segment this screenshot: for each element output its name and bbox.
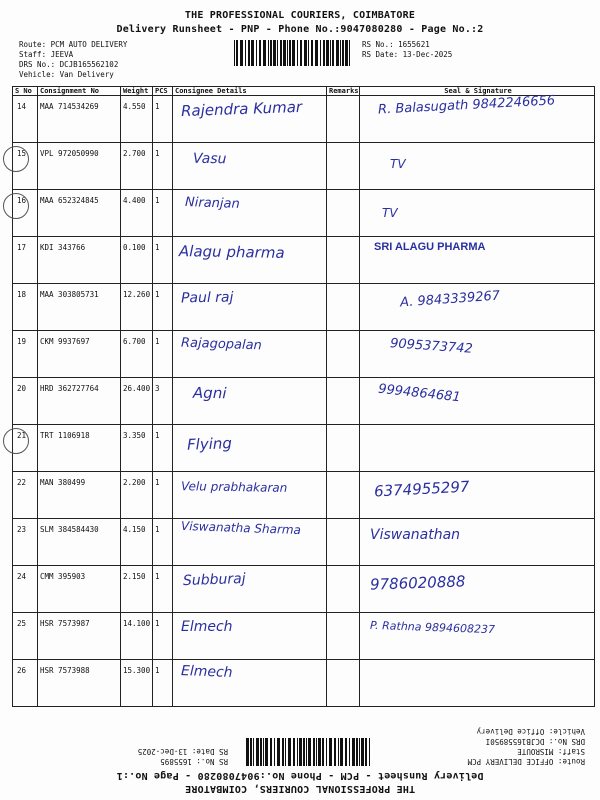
serial-number: 16 — [17, 196, 27, 205]
cell-consignee — [173, 190, 327, 237]
consignee-handwriting: Flying — [186, 434, 233, 454]
consignee-handwriting: Subburaj — [182, 570, 246, 590]
barcode-bar — [349, 738, 350, 766]
barcode-bar — [306, 738, 307, 766]
serial-number: 15 — [17, 149, 27, 158]
cell-consignment: CMM 395903 — [38, 566, 121, 613]
footer-drs: DRS No.: DCJB16558950I — [485, 737, 585, 746]
cell-remarks — [327, 190, 360, 237]
cell-remarks — [327, 96, 360, 143]
col-consignee: Consignee Details — [173, 87, 327, 96]
cell-weight: 2.200 — [121, 472, 153, 519]
cell-consignment: MAA 652324845 — [38, 190, 121, 237]
cell-signature — [360, 425, 595, 472]
barcode-bar — [345, 40, 348, 66]
barcode-bar — [318, 738, 321, 766]
signature-handwriting: SRI ALAGU PHARMA — [374, 241, 486, 253]
barcode-bar — [282, 738, 284, 766]
barcode-bar — [326, 40, 329, 66]
barcode-bar — [287, 40, 288, 66]
footer-subtitle: Delivery Runsheet - PCM - Phone No.:9047080280 - Page No.:1 — [116, 770, 484, 781]
barcode-bar — [313, 738, 315, 766]
table-header-row — [13, 87, 595, 96]
barcode-bar — [253, 738, 254, 766]
cell-sno — [13, 378, 38, 425]
barcode-bar — [268, 40, 269, 66]
barcode-bar — [359, 738, 360, 766]
barcode-bar — [336, 40, 339, 66]
rs-date: RS Date: 13-Dec-2025 — [362, 50, 453, 59]
cell-remarks — [327, 472, 360, 519]
cell-remarks — [327, 378, 360, 425]
cell-signature — [360, 237, 595, 284]
cell-weight: 0.100 — [121, 237, 153, 284]
barcode-image — [232, 40, 354, 66]
cell-consignee — [173, 143, 327, 190]
cell-weight: 2.150 — [121, 566, 153, 613]
vehicle-label: Vehicle: Van Delivery — [19, 70, 114, 79]
barcode-bar — [283, 40, 286, 66]
barcode-bar — [259, 40, 261, 66]
barcode-bar — [263, 738, 264, 766]
barcode-bar — [277, 40, 278, 66]
col-sno: S No — [13, 87, 38, 96]
cell-pcs: 1 — [153, 613, 173, 660]
cell-pcs: 1 — [153, 519, 173, 566]
runsheet-meta — [19, 40, 127, 80]
barcode-bar — [338, 738, 339, 766]
barcode-bar — [329, 738, 332, 766]
cell-signature — [360, 331, 595, 378]
footer-vehicle: Vehicle: Office Delivery — [476, 727, 585, 736]
barcode-bar — [234, 40, 235, 66]
barcode-bar — [297, 738, 298, 766]
barcode-bar — [334, 738, 336, 766]
circle-mark-icon — [3, 193, 29, 219]
table-row — [13, 143, 595, 190]
cell-consignment: HSR 7573987 — [38, 613, 121, 660]
barcode-bar — [308, 738, 311, 766]
barcode-bar — [322, 738, 324, 766]
barcode-bar — [369, 738, 370, 766]
barcode-bar — [245, 40, 246, 66]
col-consignment: Consignment No — [38, 87, 121, 96]
barcode-bar — [280, 40, 282, 66]
footer-rs-number: RS No.: 1655895 — [160, 757, 228, 766]
cell-signature — [360, 143, 595, 190]
footer-meta — [468, 726, 585, 766]
cell-weight: 4.550 — [121, 96, 153, 143]
barcode-bar — [300, 40, 302, 66]
consignee-handwriting: Viswanatha Sharma — [180, 518, 302, 538]
consignee-handwriting: Niranjan — [184, 195, 240, 212]
table-row — [13, 425, 595, 472]
cell-consignment: CKM 9937697 — [38, 331, 121, 378]
barcode-bar — [352, 738, 355, 766]
barcode-bar — [293, 738, 295, 766]
barcode-bar — [288, 738, 291, 766]
signature-handwriting: R. Balasugath 9842246656 — [377, 93, 556, 118]
consignee-handwriting: Rajagopalan — [180, 335, 263, 354]
serial-number: 25 — [17, 619, 27, 628]
barcode-bar — [289, 40, 291, 66]
cell-consignee — [173, 566, 327, 613]
consignee-handwriting: Alagu pharma — [178, 242, 285, 262]
consignee-handwriting: Rajendra Kumar — [180, 97, 303, 121]
barcode-bar — [297, 40, 298, 66]
table-row — [13, 566, 595, 613]
signature-handwriting: P. Rathna 9894608237 — [369, 618, 496, 637]
signature-handwriting: 9095373742 — [389, 336, 474, 357]
barcode-bar — [299, 738, 302, 766]
cell-pcs: 1 — [153, 96, 173, 143]
cell-remarks — [327, 331, 360, 378]
barcode-bar — [270, 738, 272, 766]
cell-signature — [360, 519, 595, 566]
table-row — [13, 613, 595, 660]
serial-number: 18 — [17, 290, 27, 299]
cell-weight: 6.700 — [121, 331, 153, 378]
cell-sno — [13, 190, 38, 237]
signature-handwriting: TV — [382, 206, 398, 220]
footer-route: Route: OFFICE DELIVERY PCM — [467, 757, 585, 766]
runsheet-subtitle: Delivery Runsheet - PNP - Phone No.:9047080280 - Page No.:2 — [116, 24, 484, 35]
barcode-bar — [240, 40, 243, 66]
footer-barcode-image — [242, 738, 372, 766]
cell-weight: 12.260 — [121, 284, 153, 331]
cell-pcs: 1 — [153, 566, 173, 613]
delivery-table — [12, 86, 595, 707]
barcode-bar — [251, 40, 254, 66]
barcode-bar — [326, 738, 327, 766]
barcode-bar — [303, 738, 305, 766]
barcode-bar — [256, 40, 257, 66]
cell-consignment: MAN 380499 — [38, 472, 121, 519]
barcode-bar — [323, 40, 325, 66]
col-signature: Seal & Signature — [360, 87, 595, 96]
barcode-bar — [292, 40, 295, 66]
cell-sno — [13, 96, 38, 143]
cell-remarks — [327, 425, 360, 472]
barcode-bar — [274, 738, 275, 766]
cell-consignee — [173, 237, 327, 284]
barcode-bar — [320, 40, 321, 66]
footer-company-title: THE PROFESSIONAL COURIERS, COIMBATORE — [184, 783, 416, 794]
cell-signature — [360, 472, 595, 519]
cell-sno — [13, 331, 38, 378]
cell-weight: 14.100 — [121, 613, 153, 660]
cell-consignee — [173, 378, 327, 425]
cell-sno — [13, 284, 38, 331]
cell-weight: 4.150 — [121, 519, 153, 566]
cell-signature — [360, 566, 595, 613]
barcode-bar — [342, 40, 344, 66]
rs-number: RS No.: 1655621 — [362, 40, 430, 49]
consignee-handwriting: Elmech — [181, 619, 233, 635]
cell-signature — [360, 93, 595, 143]
cell-weight: 4.400 — [121, 190, 153, 237]
cell-remarks — [327, 237, 360, 284]
cell-sno — [13, 237, 38, 284]
cell-pcs: 1 — [153, 472, 173, 519]
cell-sno — [13, 566, 38, 613]
cell-sno — [13, 472, 38, 519]
table-row — [13, 378, 595, 425]
cell-consignment: VPL 972050990 — [38, 143, 121, 190]
cell-signature — [360, 190, 595, 237]
barcode-bar — [285, 738, 286, 766]
cell-consignment: TRT 1106918 — [38, 425, 121, 472]
consignee-handwriting: Paul raj — [180, 289, 234, 307]
barcode-bar — [332, 40, 334, 66]
barcode-bar — [311, 40, 313, 66]
cell-sno — [13, 425, 38, 472]
barcode-bar — [270, 40, 272, 66]
barcode-bar — [345, 738, 347, 766]
serial-number: 23 — [17, 525, 27, 534]
cell-signature — [360, 613, 595, 660]
cell-consignment: KDI 343766 — [38, 237, 121, 284]
footer-staff: Staff: MISROUTE — [517, 747, 585, 756]
barcode-bar — [236, 40, 238, 66]
mirrored-footer — [0, 700, 600, 800]
cell-weight: 3.350 — [121, 425, 153, 472]
table-row — [13, 472, 595, 519]
table-row — [13, 519, 595, 566]
cell-consignee — [173, 472, 327, 519]
cell-pcs: 1 — [153, 237, 173, 284]
cell-remarks — [327, 284, 360, 331]
cell-consignment: MAA 714534269 — [38, 96, 121, 143]
barcode-bar — [263, 40, 266, 66]
cell-pcs: 1 — [153, 190, 173, 237]
serial-number: 21 — [17, 431, 27, 440]
cell-pcs: 3 — [153, 378, 173, 425]
serial-number: 17 — [17, 243, 27, 252]
cell-consignment: SLM 384584430 — [38, 519, 121, 566]
cell-pcs: 1 — [153, 284, 173, 331]
barcode-bar — [316, 738, 317, 766]
rs-meta — [362, 40, 452, 60]
table-row — [13, 331, 595, 378]
barcode-bar — [273, 40, 276, 66]
signature-handwriting: A. 9843339267 — [399, 288, 501, 311]
cell-weight: 2.700 — [121, 143, 153, 190]
serial-number: 19 — [17, 337, 27, 346]
drs-label: DRS No.: DCJB165562102 — [19, 60, 119, 69]
footer-rs-date: RS Date: 13-Dec-2025 — [137, 747, 228, 756]
cell-remarks — [327, 519, 360, 566]
cell-signature — [360, 378, 595, 425]
col-weight: Weight — [121, 87, 153, 96]
signature-handwriting: Viswanathan — [370, 527, 461, 543]
barcode-bar — [330, 40, 331, 66]
barcode-bar — [248, 40, 250, 66]
cell-consignee — [173, 96, 327, 143]
circle-mark-icon — [3, 146, 29, 172]
cell-consignment: HRD 362727764 — [38, 378, 121, 425]
staff-label: Staff: JEEVA — [19, 50, 74, 59]
consignee-handwriting: Elmech — [180, 663, 233, 681]
consignee-handwriting: Vasu — [192, 150, 227, 168]
signature-handwriting: 6374955297 — [373, 477, 470, 501]
barcode-bar — [365, 738, 367, 766]
cell-weight: 15.300 — [121, 660, 153, 707]
cell-consignee — [173, 613, 327, 660]
cell-sno — [13, 519, 38, 566]
cell-pcs: 1 — [153, 331, 173, 378]
barcode-bar — [349, 40, 350, 66]
consignee-handwriting: Velu prabhakaran — [180, 479, 288, 495]
table-row — [13, 96, 595, 143]
cell-remarks — [327, 566, 360, 613]
footer-rs-meta — [138, 746, 228, 766]
cell-consignment: HSR 7573988 — [38, 660, 121, 707]
cell-consignee — [173, 425, 327, 472]
cell-pcs: 1 — [153, 660, 173, 707]
serial-number: 22 — [17, 478, 27, 487]
cell-remarks — [327, 613, 360, 660]
cell-remarks — [327, 143, 360, 190]
barcode-bar — [265, 738, 268, 766]
barcode-bar — [246, 738, 249, 766]
col-pcs: PCS — [153, 87, 173, 96]
cell-pcs: 1 — [153, 143, 173, 190]
serial-number: 14 — [17, 102, 27, 111]
signature-handwriting: TV — [390, 157, 406, 171]
table-row — [13, 284, 595, 331]
table-row — [13, 237, 595, 284]
signature-handwriting: 9994864681 — [377, 381, 462, 406]
serial-number: 20 — [17, 384, 27, 393]
barcode-bar — [361, 738, 364, 766]
route-label: Route: PCM AUTO DELIVERY — [19, 40, 128, 49]
barcode-bar — [304, 40, 307, 66]
cell-consignee — [173, 519, 327, 566]
serial-number: 26 — [17, 666, 27, 675]
serial-number: 24 — [17, 572, 27, 581]
barcode-bar — [308, 40, 309, 66]
barcode-bar — [250, 738, 252, 766]
barcode-bar — [340, 40, 341, 66]
barcode-bar — [356, 738, 358, 766]
barcode-bar — [315, 40, 318, 66]
col-remarks: Remarks — [327, 87, 360, 96]
cell-consignment: MAA 303805731 — [38, 284, 121, 331]
barcode-bar — [340, 738, 343, 766]
cell-weight: 26.400 — [121, 378, 153, 425]
barcode-bar — [256, 738, 259, 766]
barcode-bar — [260, 738, 262, 766]
consignee-handwriting: Agni — [192, 383, 227, 403]
cell-signature — [360, 284, 595, 331]
barcode-bar — [277, 738, 280, 766]
signature-handwriting: 9786020888 — [369, 572, 466, 594]
cell-pcs: 1 — [153, 425, 173, 472]
cell-consignee — [173, 331, 327, 378]
cell-consignee — [173, 284, 327, 331]
company-title: THE PROFESSIONAL COURIERS, COIMBATORE — [184, 10, 416, 21]
cell-sno — [13, 613, 38, 660]
table-row — [13, 190, 595, 237]
circle-mark-icon — [3, 428, 29, 454]
cell-sno — [13, 143, 38, 190]
